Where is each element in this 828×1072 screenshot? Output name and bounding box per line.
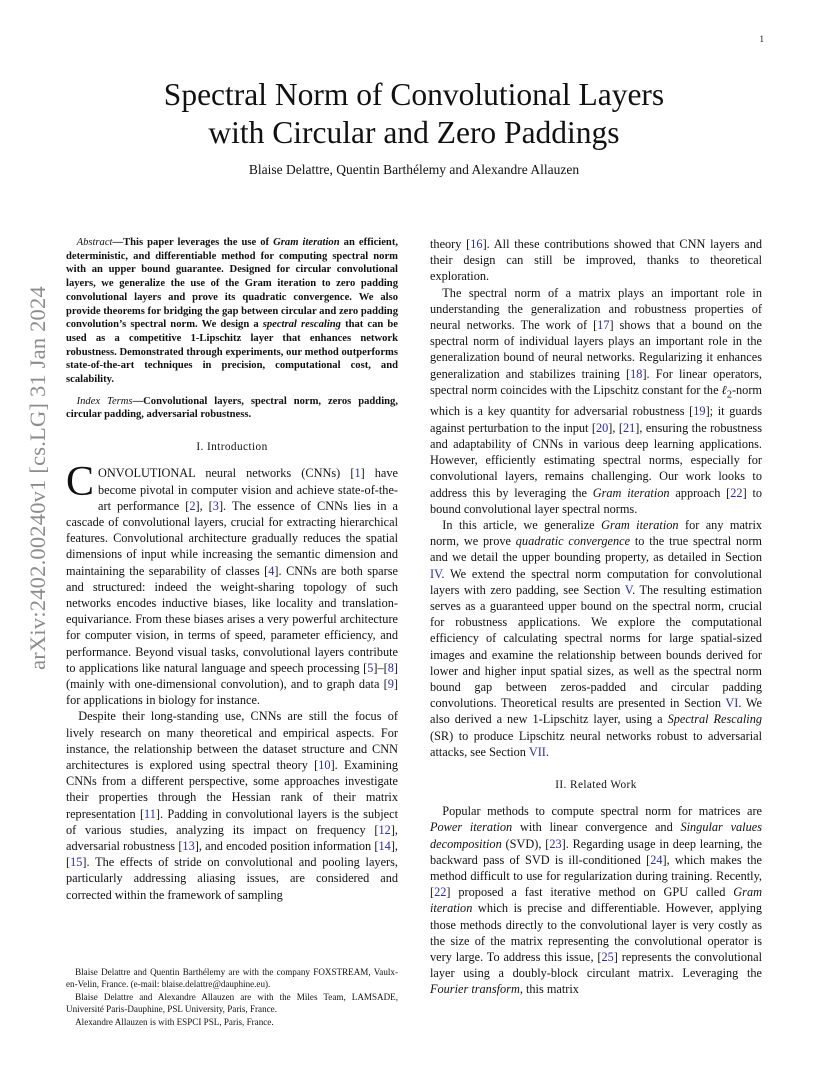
- left-column: [66, 236, 398, 903]
- intro-paragraph-3: theory [16]. All these contributions showed that CNN layers and their design can still be improved, thanks to theoretical exploration.: [430, 237, 762, 284]
- title-line-2: with Circular and Zero Paddings: [208, 115, 620, 150]
- intro-paragraph-4: The spectral norm of a matrix plays an important role in understanding the generalization and robustness properties of neural networks. The work of [17] shows that a bound on the spectral norm of individual layers plays an important role in the generalization bound of neural networks. Regularizing it enhances generalization and stabilizes training [18]. For linear operators, spectral norm coincides with the Lipschitz constant for the ℓ$_2$-norm which is a key quantity for adversarial robustness [19]; it guards against perturbation to the input [20], [21], ensuring the robustness and adaptability of CNNs in various deep learning applications. However, efficiently estimating spectral norms, especially for convolutional layers, remains challenging. Our work looks to address this by leveraging the Gram iteration approach [22] to bound convolutional layer spectral norms.: [430, 285, 763, 516]
- intro-paragraph-1: CONVOLUTIONAL neural networks (CNNs) [1] have become pivotal in computer vision and achieve state-of-the-art performance [2], [3]. The essence of CNNs lies in a cascade of convolutional layers, crucial for extracting hierarchical features. Convolutional architecture gradually reduces the spatial dimensions of input while increasing the semantic dimension and maintaining the separability of classes [4]. CNNs are both sparse and structured: indeed the weight-sharing topology of such networks encodes inductive biases, like locality and translation-equivariance. From these biases arises a very powerful architecture for computer vision, in terms of speed, parameter efficiency, and performance. Beyond visual tasks, convolutional layers contribute to applications like natural language and speech processing [5]–[8] (mainly with one-dimensional convolution), and to graph data [9] for applications in biology for instance.: [66, 459, 399, 708]
- abstract: Abstract—This paper leverages the use of Gram iteration an efficient, deterministic, and differentiable method for computing spectral norm with an upper bound guarantee. Designed for circular convolutional layers, we generalize the use of the Gram iteration to zero padding convolutional layers and prove its quadratic convergence. We also provide theorems for bridging the gap between circular and zero padding convolution’s spectral norm. We design a spectral rescaling that can be used as a competitive 1-Lipschitz layer that enhances network robustness. Demonstrated through experiments, our method outperforms state-of-the-art techniques in precision, computational cost, and scalability.: [66, 237, 398, 386]
- footnote-affiliation-1: Blaise Delattre and Quentin Barthélemy are with the company FOXSTREAM, Vaulx-en-Velin, France. (e-mail: blaise.delattre@dauphine.eu).: [66, 967, 398, 989]
- related-work-paragraph-1: Popular methods to compute spectral norm for matrices are Power iteration with linear convergence and Singular values decomposition (SVD), [23]. Regarding usage in deep learning, the backward pass of SVD is ill-conditioned [24], which makes the method difficult to use for regularization during training. Recently, [22] proposed a fast iterative method on GPU called Gram iteration which is precise and differentiable. However, applying those methods directly to the convolutional layer is very costly as the size of the matrix representing the convolutional operator is very large. To address this issue, [25] represents the convolutional layer using a doubly-block circulant matrix. Leveraging the Fourier transform, this matrix: [430, 804, 763, 997]
- page-number: 1: [759, 34, 764, 44]
- intro-paragraph-5: In this article, we generalize Gram iteration for any matrix norm, we prove quadratic convergence to the true spectral norm and we detail the upper bounding property, as detailed in Section IV. We extend the spectral norm computation for convolutional layers with zero padding, see Section V. The resulting estimation serves as a guaranteed upper bound on the spectral norm, crucial for robustness applications. We explore the computational efficiency of calculating spectral norms for large spatial-sized images and examine the relationship between bounds derived for lower and higher input spatial sizes, as well as the spectral norm bound gap between zeros-padded and circular padding convolutions. Theoretical results are presented in Section VI. We also derived a new 1-Lipschitz layer, using a Spectral Rescaling (SR) to produce Lipschitz neural networks robust to adversarial attacks, see Section VII.: [430, 517, 763, 759]
- paper-title: [110, 76, 718, 152]
- section-heading-related-work: II. Related Work: [555, 778, 637, 791]
- author-list: Blaise Delattre, Quentin Barthélemy and Alexandre Allauzen: [248, 162, 580, 177]
- section-heading-introduction: I. Introduction: [196, 441, 268, 454]
- author-footnotes: [66, 966, 398, 1029]
- footnote-affiliation-3: Alexandre Allauzen is with ESPCI PSL, Paris, France.: [75, 1017, 274, 1027]
- intro-paragraph-2: Despite their long-standing use, CNNs are still the focus of lively research on many theoretical and empirical aspects. For instance, the relationship between the dataset structure and CNN architectures is explored using spectral theory [10]. Examining CNNs from a different perspective, some approaches investigate their properties through the Hessian rank of their matrix representation [11]. Padding in convolutional layers is the subject of various studies, analyzing its impact on frequency [12], adversarial robustness [13], and encoded position information [14], [15]. The effects of stride on convolutional and pooling layers, particularly addressing aliasing issues, are considered and corrected within the framework of sampling: [66, 709, 398, 902]
- right-column: [430, 236, 762, 998]
- index-terms: Index Terms—Convolutional layers, spectral norm, zeros padding, circular padding, adversarial robustness.: [66, 395, 398, 421]
- title-line-1: Spectral Norm of Convolutional Layers: [163, 77, 665, 112]
- footnote-affiliation-2: Blaise Delattre and Alexandre Allauzen are with the Miles Team, LAMSADE, Université Paris-Dauphine, PSL University, Paris, France.: [66, 992, 398, 1014]
- arxiv-identifier-stamp: arXiv:2402.00240v1 [cs.LG] 31 Jan 2024: [25, 286, 50, 670]
